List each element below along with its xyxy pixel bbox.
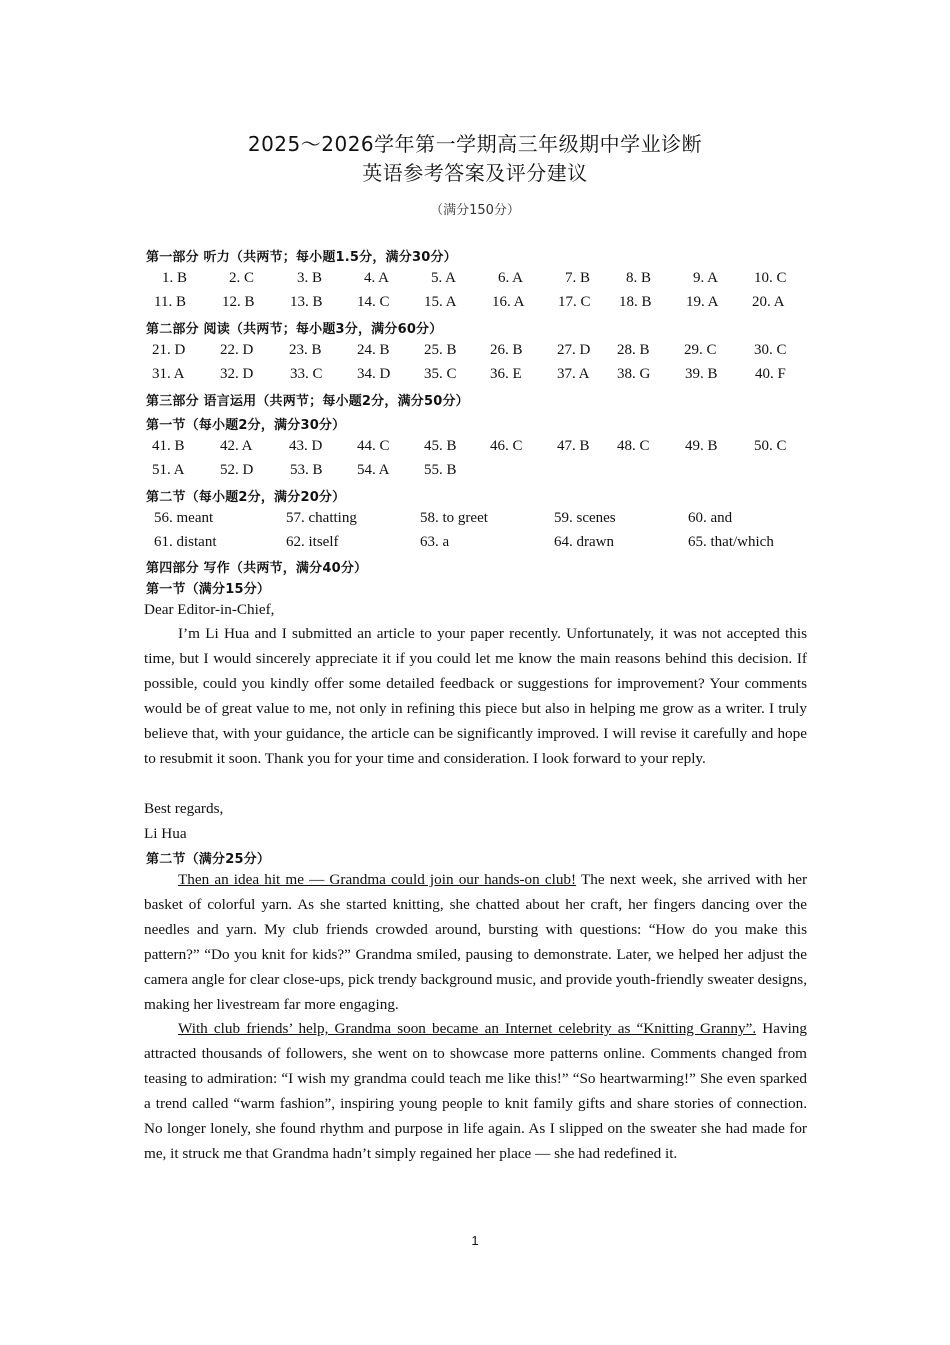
part1-answer-row-1 [0,270,950,292]
page-title: 2025～2026学年第一学期高三年级期中学业诊断 [247,132,703,156]
answer-item: 39. B [685,366,718,382]
letter-closing: Best regards, [144,800,224,817]
answer-item: 19. A [686,294,719,310]
word-answer: 56. meant [154,510,214,526]
part3-word-row-2 [0,534,950,556]
full-score-note: （满分150分） [430,203,520,218]
paragraph-opening-sentence: With club friends’ help, Grandma soon became an Internet celebrity as “Knitting Granny”. [178,1020,757,1038]
answer-item: 16. A [492,294,525,310]
paragraph-text: Having attracted thousands of followers, she went on to showcase more patterns online. Comments changed from teasing to admiration: “I wish my grandma could teach me like this!” “So heartwarming!” She even sparked a trend called “warm fashion”, inspiring young people to knit family gifts and share stories of connection. No longer lonely, she found rhythm and purpose in life again. As I slipped on the sweater she had made for me, it struck me that Grandma hadn’t simply regained her place — she had redefined it. [144,1020,807,1162]
part4-heading: 第四部分 写作（共两节，满分40分） [146,561,368,576]
answer-item: 49. B [685,438,718,454]
answer-item: 36. E [490,366,522,382]
answer-item: 6. A [498,270,524,286]
answer-item: 21. D [152,342,186,358]
word-answer: 64. drawn [554,534,614,550]
answer-item: 8. B [626,270,652,286]
answer-item: 55. B [424,462,457,478]
continuation-writing [144,868,807,1167]
part1-heading: 第一部分 听力（共两节；每小题1.5分，满分30分） [146,250,457,265]
answer-item: 9. A [693,270,719,286]
part3-word-row-1 [0,510,950,532]
answer-item: 54. A [357,462,390,478]
answer-item: 48. C [617,438,650,454]
part3-heading: 第三部分 语言运用（共两节；每小题2分，满分50分） [146,394,469,409]
continuation-paragraph-2 [144,1017,807,1166]
answer-item: 7. B [565,270,591,286]
answer-item: 29. C [684,342,717,358]
answer-item: 11. B [154,294,186,310]
answer-item: 32. D [220,366,254,382]
answer-item: 22. D [220,342,254,358]
letter-signature: Li Hua [144,825,187,842]
answer-item: 34. D [357,366,391,382]
answer-item: 46. C [490,438,523,454]
answer-item: 3. B [297,270,323,286]
answer-item: 2. C [229,270,255,286]
answer-item: 30. C [754,342,787,358]
answer-item: 47. B [557,438,590,454]
answer-item: 52. D [220,462,254,478]
answer-item: 25. B [424,342,457,358]
answer-item: 42. A [220,438,253,454]
answer-item: 17. C [558,294,591,310]
answer-item: 5. A [431,270,457,286]
paragraph-opening-sentence: Then an idea hit me — Grandma could join our hands-on club! [178,871,577,888]
answer-item: 35. C [424,366,457,382]
word-answer: 60. and [688,510,733,526]
part3-answer-row-1 [0,438,950,460]
letter-paragraph: I’m Li Hua and I submitted an article to your paper recently. Unfortunately, it was not accepted this time, but I would sincerely appreciate it if you could let me know the main reasons behind this decision. If possible, could you kindly offer some detailed feedback or suggestions for improvement? Your comments would be of great value to me, not only in refining this piece but also in helping me grow as a writer. I truly believe that, with your guidance, the article can be significantly improved. I will revise it carefully and hope to resubmit it soon. Thank you for your time and consideration. I look forward to your reply. [144,625,807,767]
part4-section1-heading: 第一节（满分15分） [146,582,271,597]
answer-item: 28. B [617,342,650,358]
part3-section2-heading: 第二节（每小题2分，满分20分） [146,490,346,505]
word-answer: 62. itself [286,534,339,550]
word-answer: 59. scenes [554,510,616,526]
answer-item: 40. F [755,366,786,382]
part2-answer-row-2 [0,366,950,388]
part3-answer-row-2 [0,462,950,484]
letter-body [144,622,807,771]
answer-item: 13. B [290,294,323,310]
answer-item: 23. B [289,342,322,358]
answer-item: 37. A [557,366,590,382]
answer-item: 10. C [754,270,787,286]
answer-item: 33. C [290,366,323,382]
letter-greeting: Dear Editor-in-Chief, [144,601,275,618]
answer-item: 27. D [557,342,591,358]
part2-heading: 第二部分 阅读（共两节；每小题3分，满分60分） [146,322,443,337]
answer-item: 14. C [357,294,390,310]
part4-section2-heading: 第二节（满分25分） [146,852,271,867]
answer-item: 45. B [424,438,457,454]
part3-section1-heading: 第一节（每小题2分，满分30分） [146,418,346,433]
answer-item: 53. B [290,462,323,478]
answer-item: 15. A [424,294,457,310]
word-answer: 61. distant [154,534,217,550]
answer-item: 51. A [152,462,185,478]
answer-item: 26. B [490,342,523,358]
answer-item: 18. B [619,294,652,310]
answer-item: 20. A [752,294,785,310]
answer-item: 41. B [152,438,185,454]
part1-answer-row-2 [0,294,950,316]
word-answer: 57. chatting [286,510,357,526]
answer-item: 43. D [289,438,323,454]
page-number: 1 [471,1233,479,1248]
answer-item: 12. B [222,294,255,310]
word-answer: 63. a [420,534,450,550]
answer-item: 38. G [617,366,651,382]
part2-answer-row-1 [0,342,950,364]
continuation-paragraph-1 [144,868,807,1017]
page-subtitle: 英语参考答案及评分建议 [362,161,588,185]
answer-item: 31. A [152,366,185,382]
answer-item: 44. C [357,438,390,454]
answer-item: 1. B [162,270,188,286]
word-answer: 65. that/which [688,534,774,550]
paragraph-text: The next week, she arrived with her basket of colorful yarn. As she started knitting, she chatted about her craft, her fingers dancing over the needles and yarn. My club friends crowded around, bursting with questions: “How do you make this pattern?” “Do you knit for kids?” Grandma smiled, pausing to demonstrate. Later, we helped her adjust the camera angle for clear close-ups, pick trendy background music, and provide youth-friendly sweater designs, making her livestream far more engaging. [144,871,807,1013]
word-answer: 58. to greet [420,510,488,526]
answer-item: 4. A [364,270,390,286]
answer-item: 50. C [754,438,787,454]
answer-item: 24. B [357,342,390,358]
